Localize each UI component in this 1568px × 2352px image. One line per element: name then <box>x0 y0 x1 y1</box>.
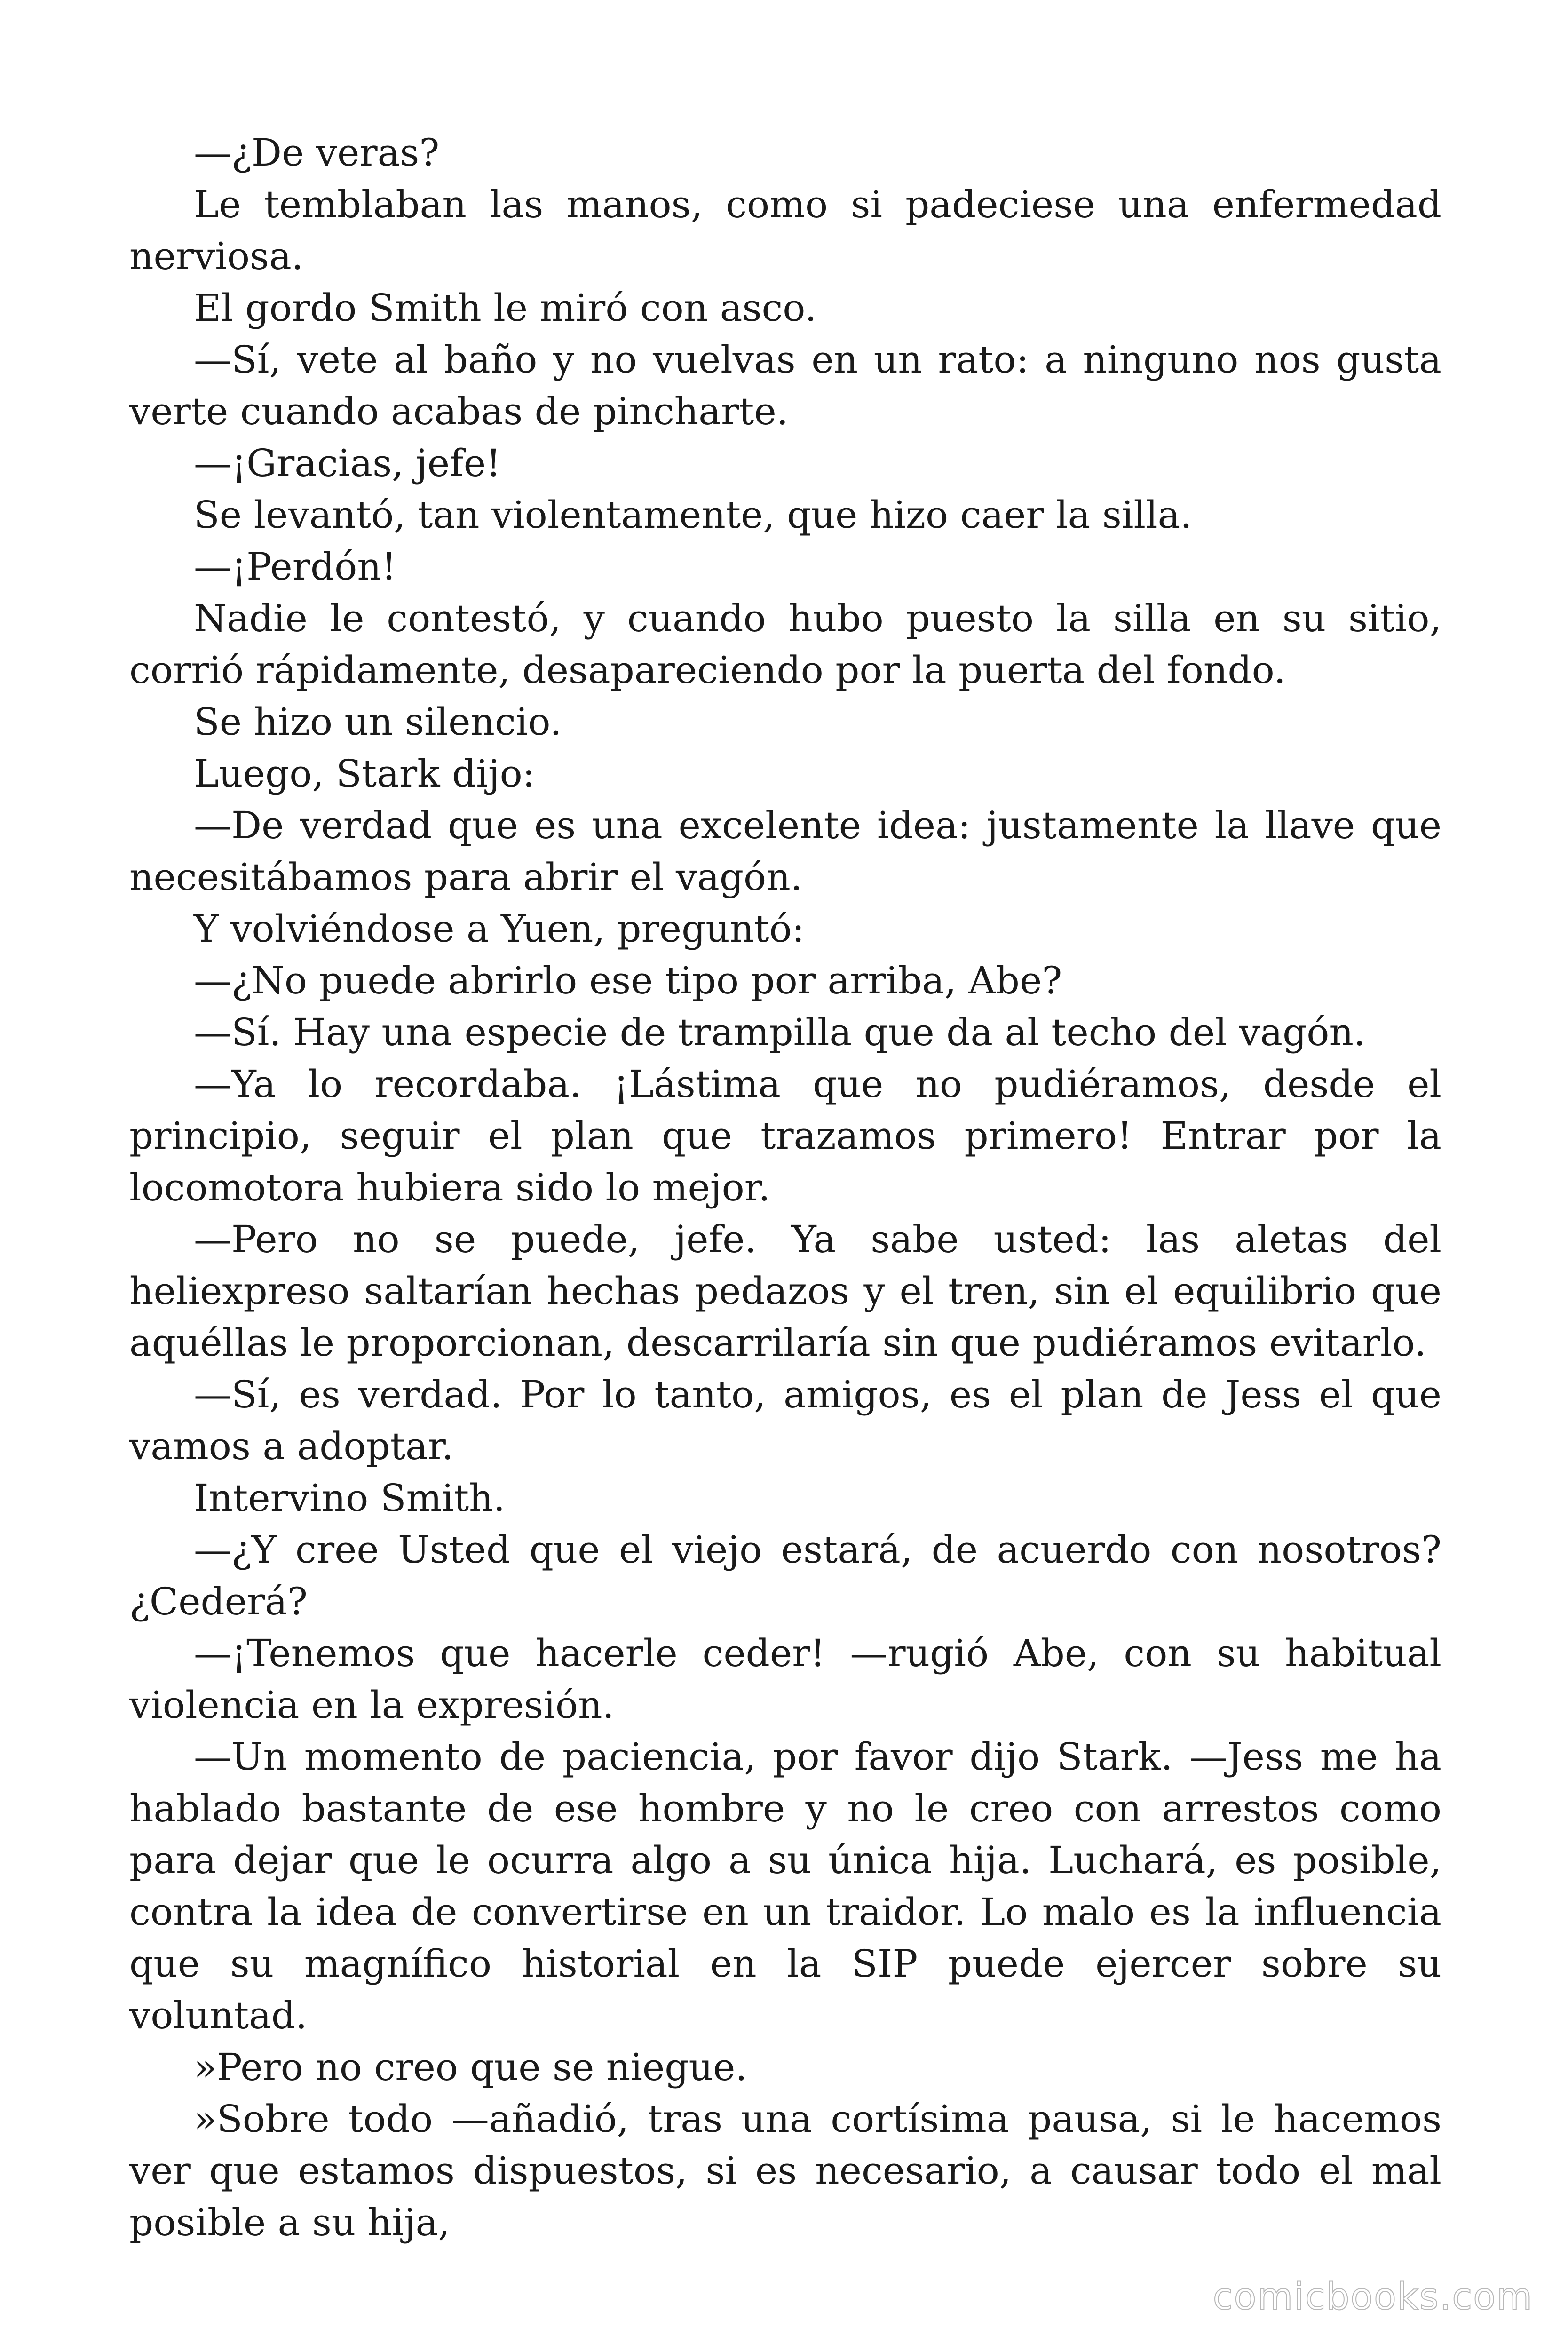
paragraph: —Ya lo recordaba. ¡Lástima que no pudiéramos, desde el principio, seguir el plan que trazamos primero! Entrar por la locomotora hubiera sido lo mejor. <box>129 1062 1441 1209</box>
paragraph: —De verdad que es una excelente idea: justamente la llave que necesitábamos para abrir el vagón. <box>129 803 1441 899</box>
paragraph: —¡Gracias, jefe! <box>194 441 501 485</box>
paragraph: —¿Y cree Usted que el viejo estará, de acuerdo con nosotros? ¿Cederá? <box>129 1528 1441 1623</box>
paragraph: Luego, Stark dijo: <box>194 752 535 795</box>
paragraph: —¡Tenemos que hacerle ceder! —rugió Abe, con su habitual violencia en la expresión. <box>129 1631 1441 1727</box>
paragraph: —¡Perdón! <box>194 545 397 588</box>
paragraph: »Pero no creo que se niegue. <box>194 2045 747 2089</box>
paragraph: »Sobre todo —añadió, tras una cortísima pausa, si le hacemos ver que estamos dispuestos, si es necesario, a causar todo el mal posible a su hija, <box>129 2097 1441 2244</box>
paragraph: —Sí. Hay una especie de trampilla que da al techo del vagón. <box>194 1010 1366 1054</box>
paragraph: —¿De veras? <box>194 131 440 175</box>
paragraph: —Un momento de paciencia, por favor dijo Stark. —Jess me ha hablado bastante de ese hombre y no le creo con arrestos como para dejar que le ocurra algo a su única hija. Luchará, es posible, contra la idea de convertirse en un traidor. Lo malo es la influencia que su magnífico historial en la SIP puede ejercer sobre su voluntad. <box>129 1735 1441 2037</box>
watermark: comicbooks.com <box>1212 2276 1533 2318</box>
paragraph: —¿No puede abrirlo ese tipo por arriba, Abe? <box>194 959 1062 1002</box>
paragraph: —Sí, vete al baño y no vuelvas en un rato: a ninguno nos gusta verte cuando acabas de pincharte. <box>129 338 1441 433</box>
paragraph: El gordo Smith le miró con asco. <box>194 286 817 330</box>
paragraph: Intervino Smith. <box>194 1476 506 1520</box>
paragraph: Se levantó, tan violentamente, que hizo caer la silla. <box>194 493 1192 537</box>
paragraph: Le temblaban las manos, como si padeciese una enfermedad nerviosa. <box>129 183 1441 278</box>
page-body <box>129 127 1441 2249</box>
paragraph: Nadie le contestó, y cuando hubo puesto la silla en su sitio, corrió rápidamente, desapareciendo por la puerta del fondo. <box>129 596 1441 692</box>
paragraph: Y volviéndose a Yuen, preguntó: <box>194 907 805 951</box>
paragraph: —Sí, es verdad. Por lo tanto, amigos, es el plan de Jess el que vamos a adoptar. <box>129 1373 1441 1468</box>
paragraph: Se hizo un silencio. <box>194 700 562 744</box>
paragraph: —Pero no se puede, jefe. Ya sabe usted: las aletas del heliexpreso saltarían hechas pedazos y el tren, sin el equilibrio que aquéllas le proporcionan, descarrilaría sin que pudiéramos evitarlo. <box>129 1217 1441 1365</box>
